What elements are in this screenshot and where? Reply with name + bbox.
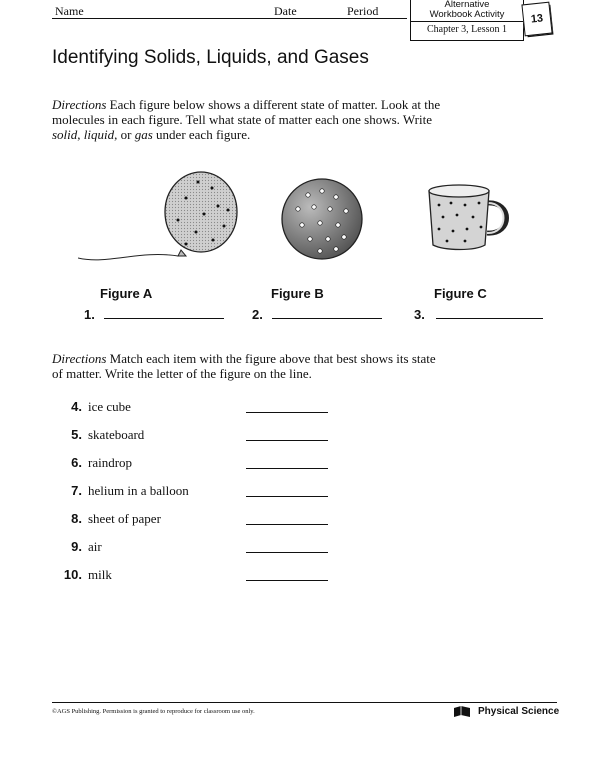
mug-icon (425, 183, 515, 253)
figure-c-label: Figure C (434, 286, 487, 301)
answer-line-5[interactable] (246, 440, 328, 441)
list-item: 5. skateboard (71, 427, 145, 442)
answer-line-10[interactable] (246, 580, 328, 581)
period-label: Period (347, 4, 379, 18)
answer-line-8[interactable] (246, 524, 328, 525)
page-number: 13 (521, 2, 552, 37)
page-title: Identifying Solids, Liquids, and Gases (52, 47, 369, 68)
blank-number-1: 1. (84, 307, 95, 322)
answer-line-2[interactable] (272, 318, 382, 319)
figure-b-label: Figure B (271, 286, 324, 301)
date-label: Date (274, 4, 297, 18)
figure-a-label: Figure A (100, 286, 153, 301)
answer-line-3[interactable] (436, 318, 543, 319)
blank-number-2: 2. (252, 307, 263, 322)
header-rule (52, 18, 407, 19)
chapter-lesson: Chapter 3, Lesson 1 (427, 24, 507, 35)
copyright-notice: ©AGS Publishing. Permission is granted to reproduce for classroom use only. (52, 708, 255, 715)
answer-line-1[interactable] (104, 318, 224, 319)
blank-number-3: 3. (414, 307, 425, 322)
balloon-icon (78, 170, 248, 270)
activity-box (410, 0, 524, 41)
footer-rule (52, 702, 557, 703)
list-item: 6. raindrop (71, 455, 133, 470)
directions-1: Directions Each figure below shows a different state of matter. Look at the molecules in each figure. Tell what state of matter each one shows. Write solid, liquid, or gas under each figure. (52, 97, 441, 142)
answer-line-6[interactable] (246, 468, 328, 469)
answer-line-9[interactable] (246, 552, 328, 553)
list-item: 8. sheet of paper (71, 511, 161, 526)
list-item: 7. helium in a balloon (71, 483, 189, 498)
list-item: 10. milk (63, 567, 112, 582)
activity-type: Alternative Workbook Activity (429, 0, 505, 20)
list-item: 4. ice cube (71, 399, 131, 414)
answer-line-7[interactable] (246, 496, 328, 497)
book-icon (452, 705, 472, 719)
subject-label: Physical Science (478, 706, 560, 717)
ball-icon (280, 177, 370, 267)
name-label: Name (55, 4, 84, 18)
directions-2: Directions Match each item with the figure above that best shows its state of matter. Write the letter of the figure on the line. (52, 351, 436, 381)
list-item: 9. air (71, 539, 102, 554)
answer-line-4[interactable] (246, 412, 328, 413)
